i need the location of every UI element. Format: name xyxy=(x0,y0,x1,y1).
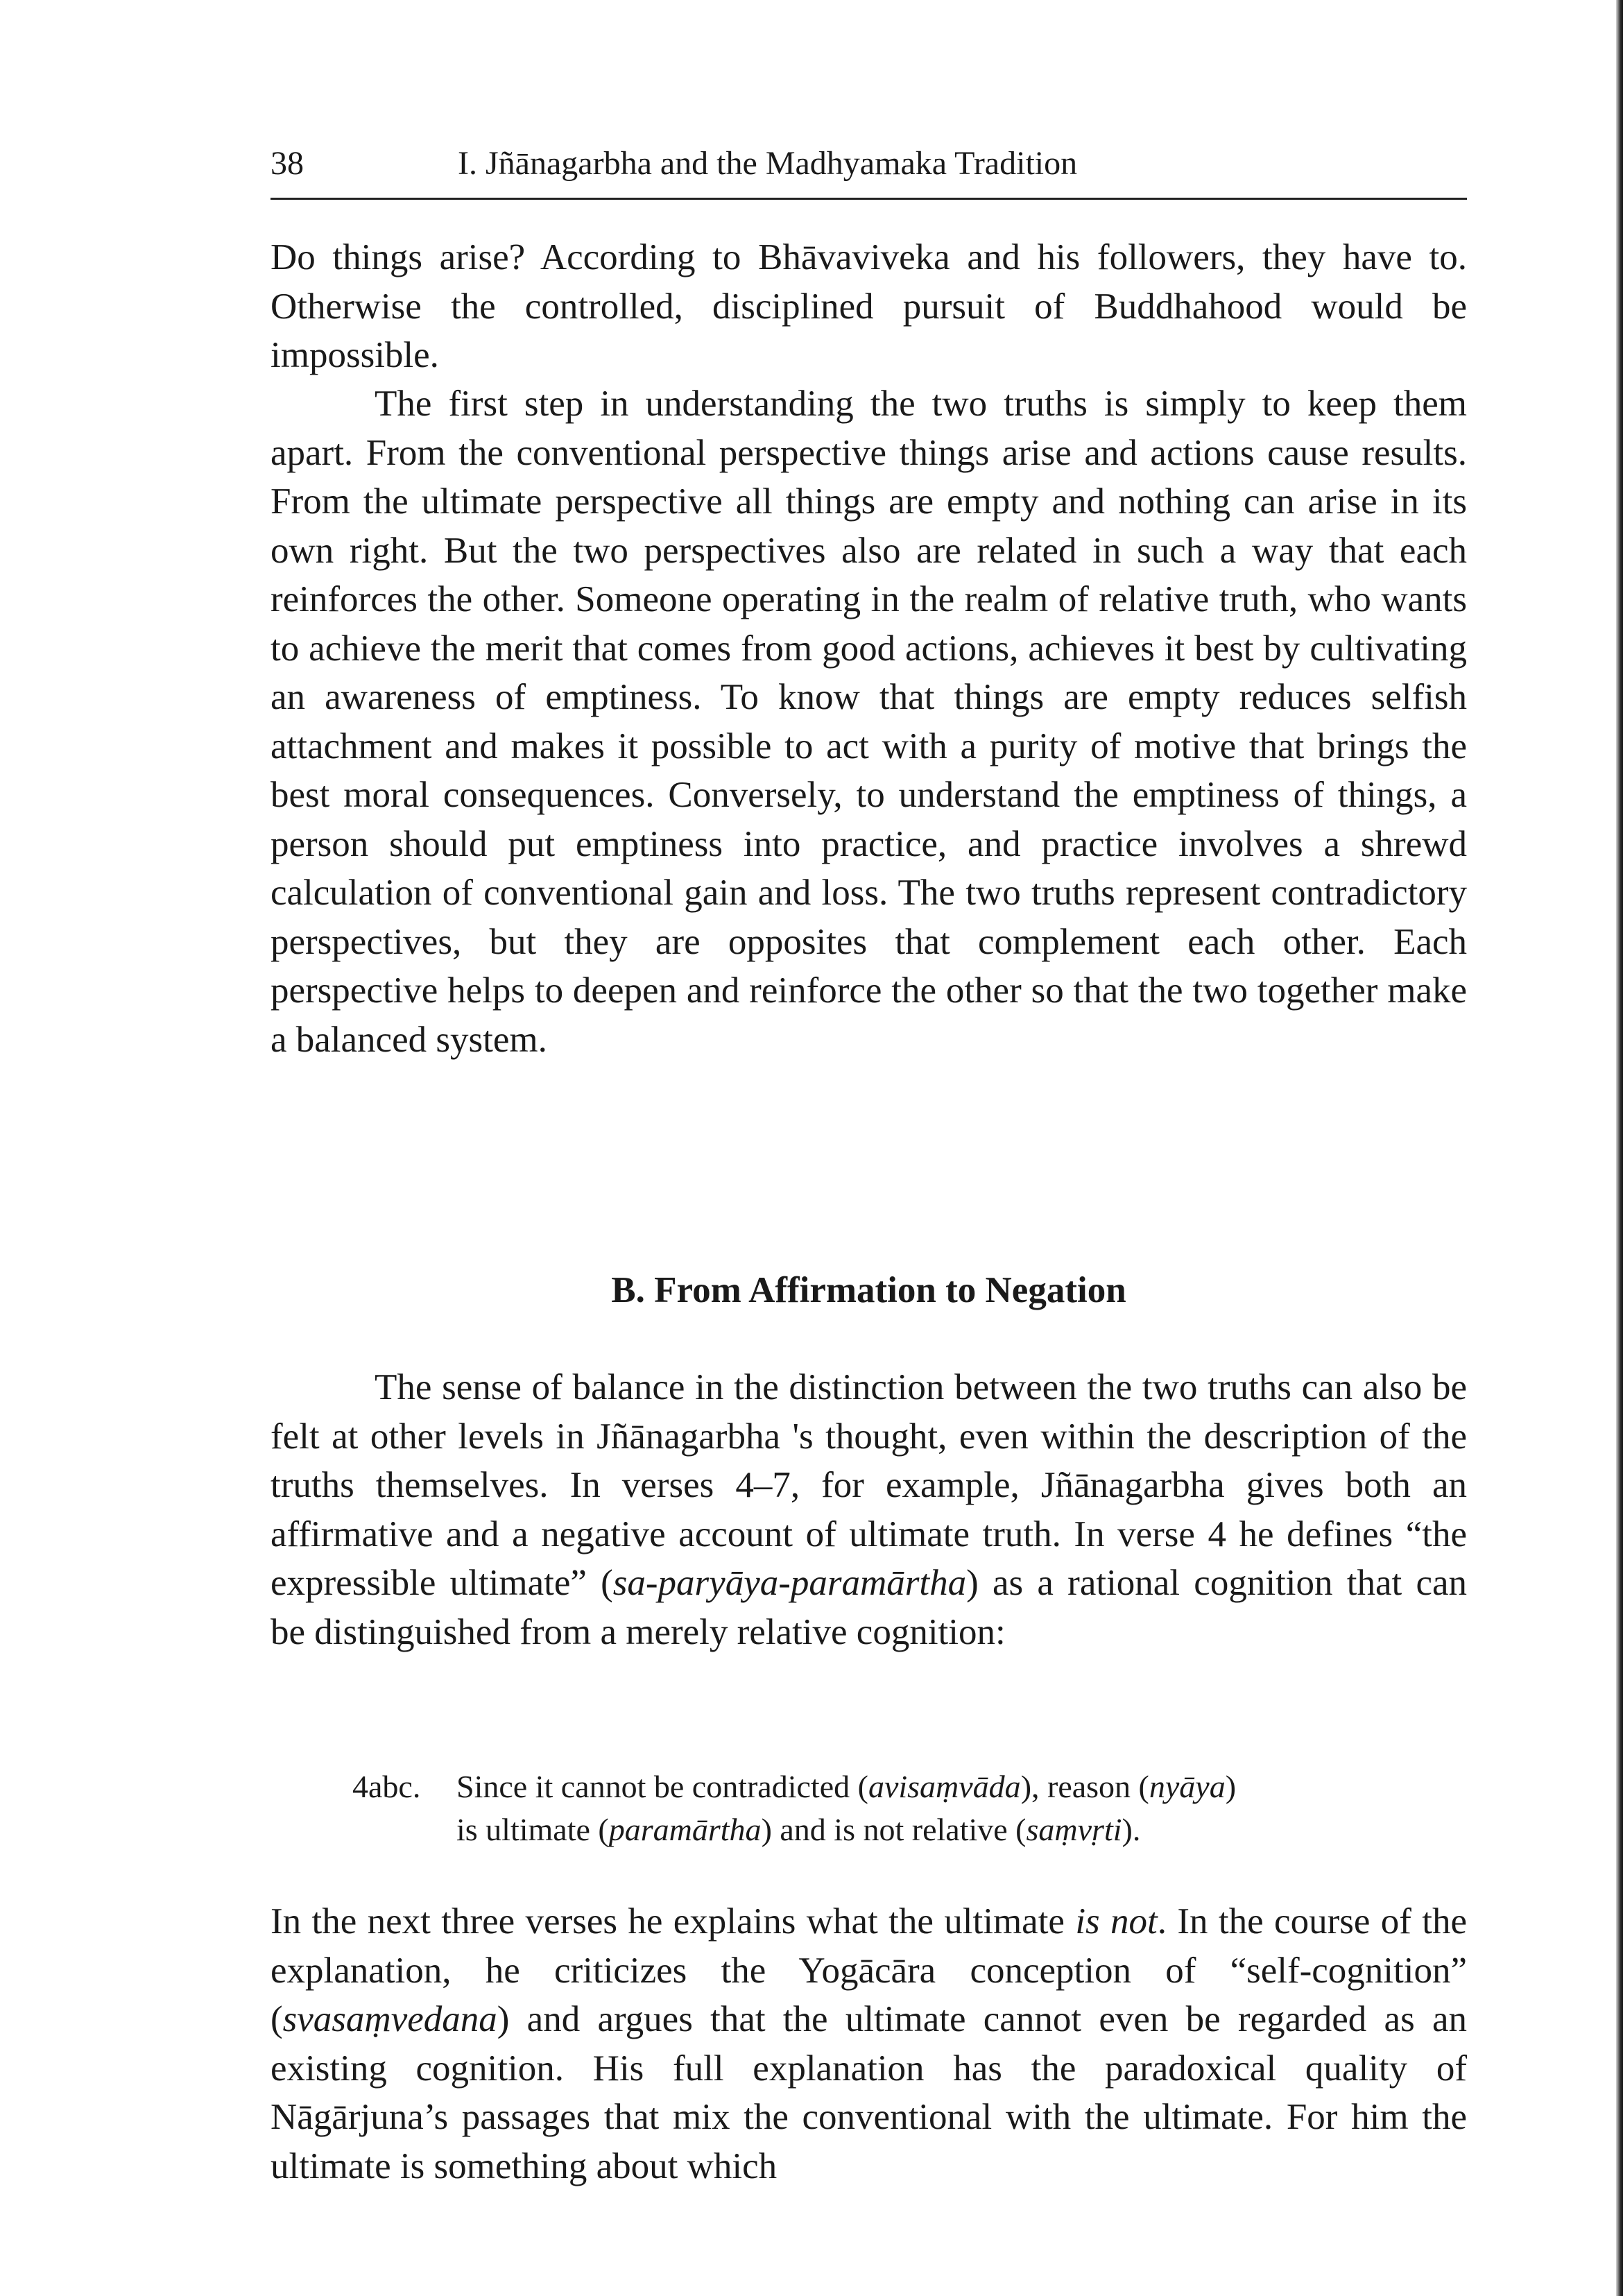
scan-edge xyxy=(1616,0,1623,2296)
paragraph-3-text-2: ) as a rational cognition that can be distinguished from a merely relative cognition: xyxy=(270,1563,1467,1652)
paragraph-3-term: sa-paryāya-paramārtha xyxy=(612,1563,967,1603)
page-number: 38 xyxy=(270,145,304,182)
paragraph-3 xyxy=(270,1363,1467,1656)
verse-text xyxy=(456,1765,1462,1851)
running-head: I. Jñānagarbha and the Madhyamaka Tradition xyxy=(458,145,1078,182)
verse-term-nyaya: nyāya xyxy=(1149,1769,1226,1804)
verse-term-avisamvada: avisaṃvāda xyxy=(868,1769,1021,1804)
verse-line-2-a: is ultimate ( xyxy=(456,1812,609,1847)
verse-line-2-c: ). xyxy=(1122,1812,1141,1847)
verse-line-1-b: ), reason ( xyxy=(1020,1769,1149,1804)
paragraph-5-term: svasaṃvedana xyxy=(282,1999,497,2039)
section-heading: B. From Affirmation to Negation xyxy=(611,1270,1126,1310)
paragraph-2: The first step in understanding the two truths is simply to keep them apart. From the conventional perspective things arise and actions cause results. From the ultimate perspective all things are empty and nothing can arise in its own right. But the two perspectives also are related in such a way that each reinforces the other. Someone operating in the realm of relative truth, who wants to achieve the merit that comes from good actions, achieves it best by cultivating an awareness of emptiness. To know that things are empty reduces selfish attachment and makes it possible to act with a purity of motive that brings the best moral consequences. Conversely, to understand the emptiness of things, a person should put emptiness into practice, and practice involves a shrewd calculation of conventional gain and loss. The two truths represent contradictory perspectives, but they are opposites that complement each other. Each perspective helps to deepen and reinforce the other so that the two together make a balanced system. xyxy=(270,384,1467,1060)
verse-line-1-a: Since it cannot be contradicted ( xyxy=(456,1769,868,1804)
page-header xyxy=(270,139,1467,201)
paragraph-3-text-1: The sense of balance in the distinction between the two truths can also be felt at other levels in Jñānagarbha 's thought, even within the description of the truths themselves. In verses 4–7, for example, Jñānagarbha gives both an affirmative and a negative account of ultimate truth. In verse 4 he defines “the expressible ultimate” ( xyxy=(270,1367,1467,1603)
verse-line-1 xyxy=(456,1765,1462,1808)
paragraph-5-text-2: . In the course of the explanation, he criticizes the Yogācāra conception of “self-cognition” ( xyxy=(270,1901,1468,2039)
paragraph-5 xyxy=(270,1897,1467,2191)
verse-line-2 xyxy=(456,1808,1462,1851)
verse-line-1-c: ) xyxy=(1225,1769,1237,1804)
paragraph-5-text-3: ) and argues that the ultimate cannot even be regarded as an existing cognition. His full explanation has the paradoxical quality of Nāgārjuna’s passages that mix the conventional with the ultimate. For him the ultimate is something about which xyxy=(270,1999,1467,2186)
verse-label: 4abc. xyxy=(352,1769,421,1804)
paragraph-5-emphasis: is not xyxy=(1075,1901,1158,1942)
verse-term-samvrti: saṃvṛti xyxy=(1026,1812,1122,1847)
paragraph-5-text-1: In the next three verses he explains what the ultimate xyxy=(270,1901,1076,1942)
verse-term-paramartha: paramārtha xyxy=(608,1812,762,1847)
paragraph-1: Do things arise? According to Bhāvaviveka and his followers, they have to. Otherwise the controlled, disciplined pursuit of Buddhahood would be impossible. xyxy=(270,237,1467,375)
header-rule xyxy=(270,198,1467,200)
verse-line-2-b: ) and is not relative ( xyxy=(761,1812,1027,1847)
